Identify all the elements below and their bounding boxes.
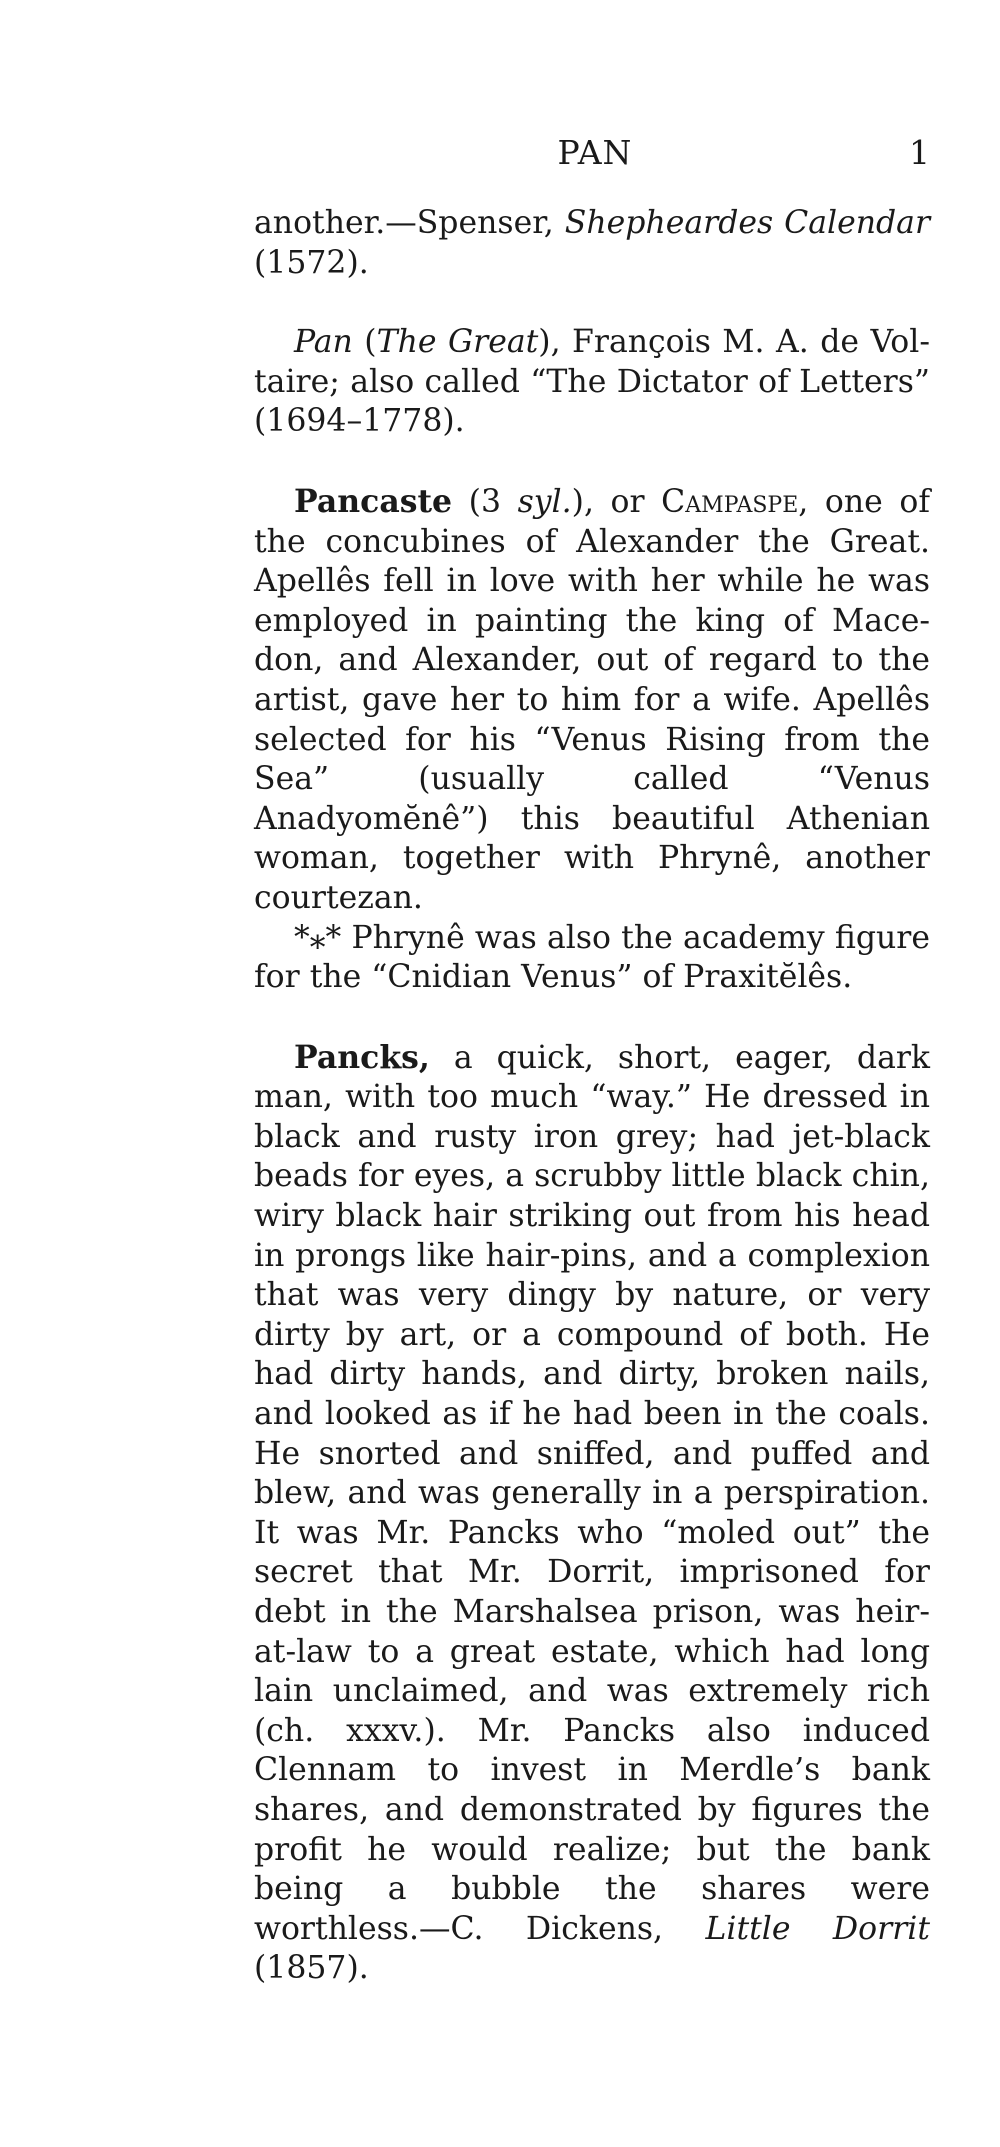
entry-alias: Campaspe [661,483,799,520]
entry-text: , François M. A. de Voltaire; also called “The Dictator of Letters” (1694–1778). [254,324,930,440]
entry-text-end: (1572). [254,244,369,281]
running-head [260,128,930,178]
entry-pron-open: (3 [452,483,518,520]
entry-continuation-spenser [254,204,930,283]
running-head-word: PAN [557,133,633,172]
entry-pan-the-great: Pan (The Great), François M. A. de Voltaire; also called “The Dictator of Letters” (1694–1778). [254,324,930,440]
entry-headword: Pancaste [294,482,453,520]
entry-text: another.—Spenser, [254,205,565,241]
entry-text: a quick, short, eager, dark man, with too much “way.” He dressed in black and rusty iron grey; had jet-black beads for eyes, a scrubby little black chin, wiry black hair striking out from his head in prongs like hair-pins, and a complexion that was very dingy by nature, or very dirty by art, or a compound of both. He had dirty hands, and dirty, broken nails, and looked as if he had been in the coals. He snorted and sniffed, and puffed and blew, and was generally in a perspiration. It was Mr. Pancks who “moled out” the secret that Mr. Dorrit, imprisoned for debt in the Marshalsea prison, was heir-at-law to a great estate, which had long lain unclaimed, and was extremely rich (ch. xxxv.). Mr. Pancks also induced Clennam to invest in Merdle’s bank shares, and demonstrated by figures the profit he would realize; but the bank being a bubble the shares were worthless.—C. Dickens, [254,1039,930,1947]
dictionary-column [254,204,930,1989]
entry-pancks [254,1038,930,1989]
page-number: 1 [909,133,930,172]
entry-pron-syl: syl. [517,483,572,520]
entry-text-end: (1857). [254,1950,369,1987]
entry-pron-close: ), or [571,483,662,520]
entry-note: *⁎* Phrynê was also the academy figure for the “Cnidian Venus” of Praxitĕlês. [254,919,930,996]
work-title: Shepheardes Calendar [564,205,930,241]
entry-text: , one of the concubines of Alexander the Great. Apellês fell in love with her while he was employed in painting the king of Macedon, and Alexander, out of regard to the artist, gave her to him for a wife. Apellês selected for his “Venus Rising from the Sea” (usually called “Venus Anadyomĕnê”) this beautiful Athenian woman, together with Phrynê, another courtezan. [254,483,931,916]
entry-qualifier: The Great [376,324,539,361]
entry-headword: Pan [294,324,353,361]
work-title: Little Dorrit [705,1910,930,1947]
entry-pancaste [254,482,930,919]
entry-headword: Pancks, [294,1038,430,1076]
